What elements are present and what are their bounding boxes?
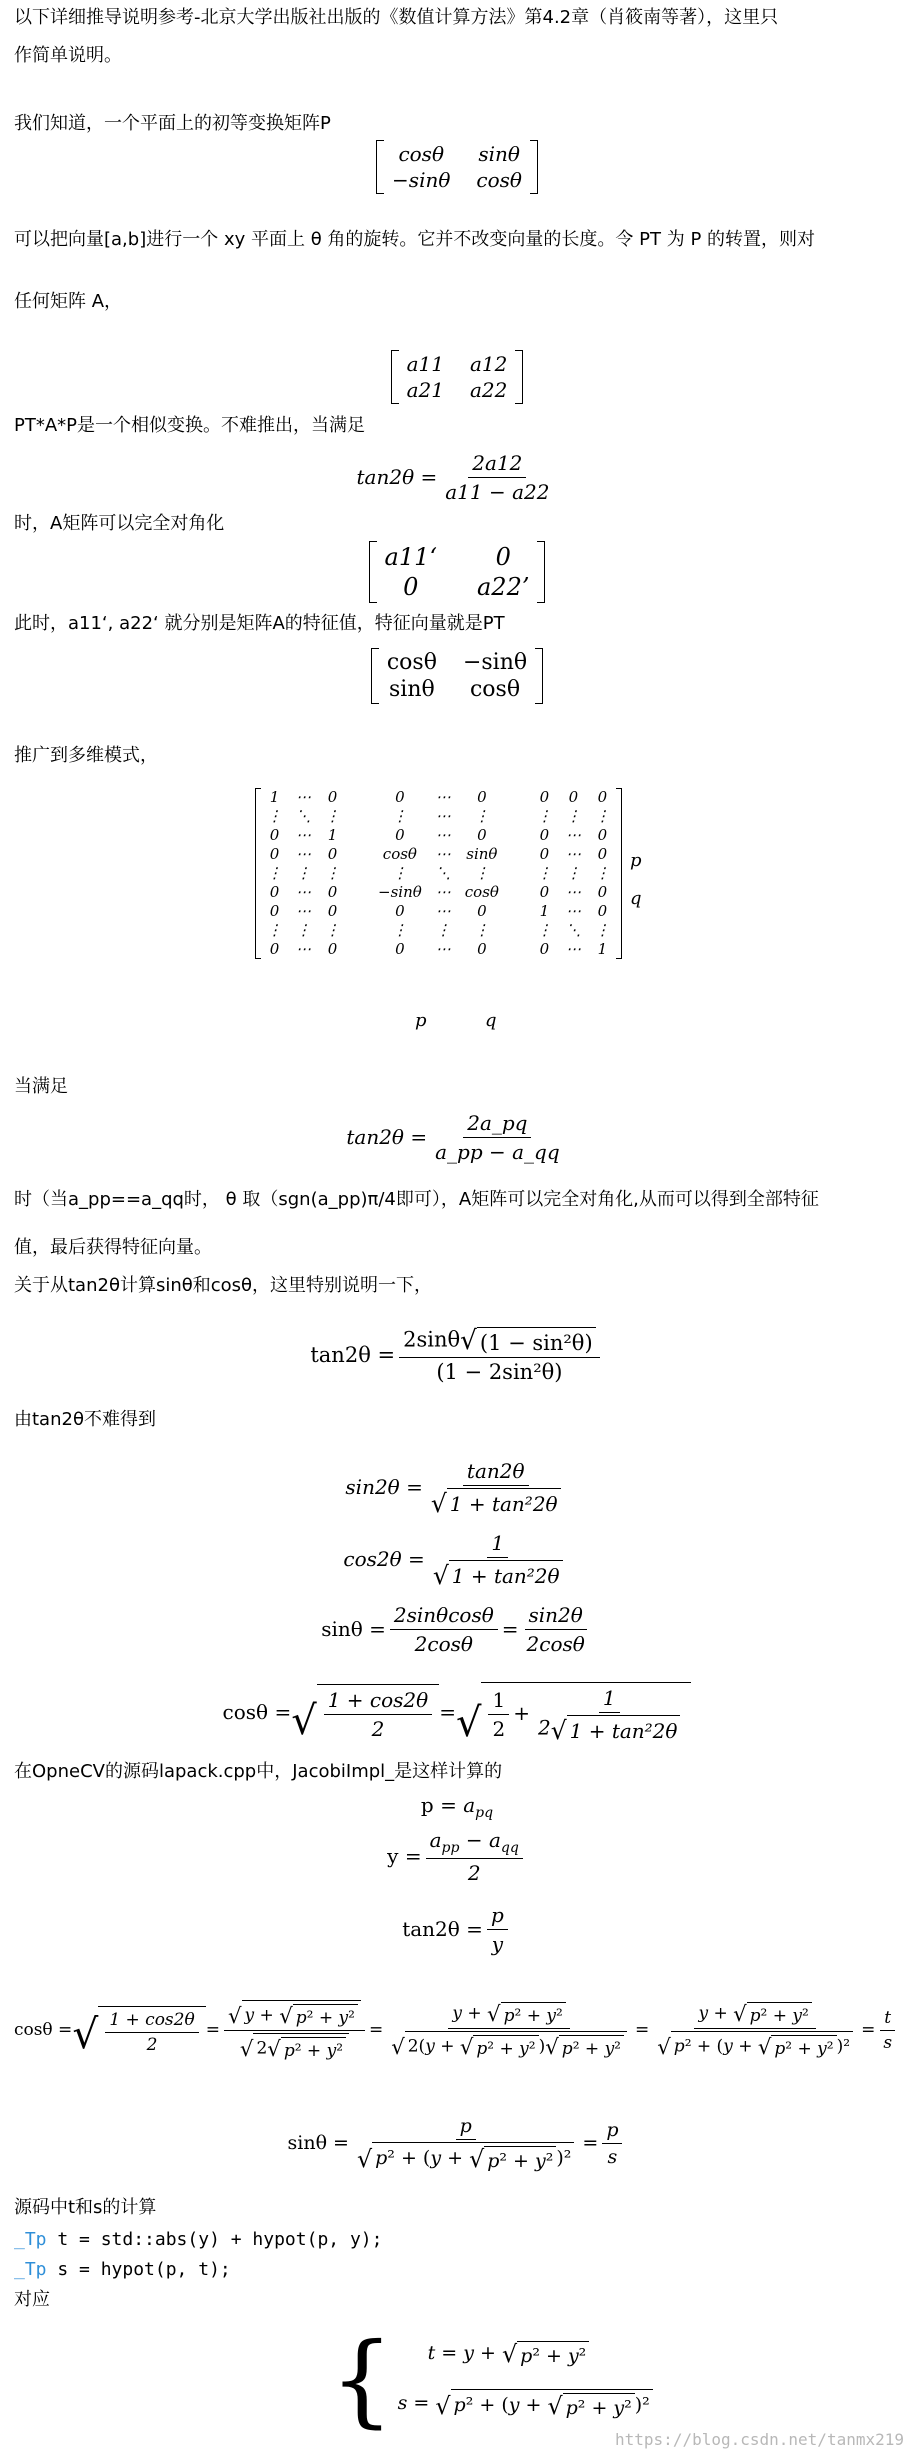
p-row-label: p bbox=[629, 850, 642, 871]
matrix-cell: ⋯ bbox=[296, 826, 311, 844]
satisfy-text: 当满足 bbox=[14, 1076, 68, 1097]
matrix-cell: 0 bbox=[539, 826, 550, 844]
matrix-cell: ⋱ bbox=[435, 864, 451, 882]
matrix-cell: ⋯ bbox=[565, 940, 581, 958]
p-col-label: p bbox=[415, 1010, 427, 1031]
matrix-cell bbox=[513, 845, 523, 864]
tan-py-equation: tan2θ = $\frac{p}{y}$ bbox=[0, 1896, 914, 1962]
code-line-2: _Tp s = hypot(p, t); bbox=[14, 2259, 231, 2280]
matrix-cell: ⋯ bbox=[565, 883, 581, 901]
matrix-cell: sinθ bbox=[466, 845, 498, 863]
matrix-cell: ⋮ bbox=[594, 807, 610, 825]
matrix-cell bbox=[513, 883, 523, 902]
matrix-cell: 0 bbox=[597, 845, 608, 863]
eigvec-matrix: cosθ −sinθ sinθ cosθ bbox=[0, 646, 914, 706]
matrix-cell: 0 bbox=[395, 940, 405, 958]
matrix-cell: ⋮ bbox=[474, 864, 490, 882]
matrix-cell: ⋮ bbox=[267, 864, 282, 882]
matrix-cell: ⋮ bbox=[392, 921, 408, 939]
matrix-cell: 0 bbox=[327, 788, 338, 806]
matrix-cell: ⋮ bbox=[296, 864, 311, 882]
ts-text: 源码中t和s的计算 bbox=[14, 2197, 157, 2218]
matrix-cell: 0 bbox=[269, 940, 280, 958]
multi-text: 推广到多维模式， bbox=[14, 745, 158, 766]
ts-system: { t = y + √ p² + y² s = √ p² + (y + √ p² + y² )² bbox=[330, 2330, 653, 2430]
matrix-cell: 1 bbox=[269, 788, 280, 806]
matrix-cell: 0 bbox=[327, 940, 338, 958]
matrix-cell: ⋮ bbox=[474, 921, 490, 939]
matrix-cell: 1 bbox=[539, 902, 550, 920]
matrix-cell: 0 bbox=[597, 826, 608, 844]
matrix-cell bbox=[513, 921, 523, 940]
matrix-cell: ⋯ bbox=[296, 902, 311, 920]
matrix-cell bbox=[354, 864, 364, 883]
matrix-cell: 0 bbox=[395, 902, 405, 920]
matrix-cell: ⋮ bbox=[594, 864, 610, 882]
sin2-equation: sin2θ = tan2θ √ 1 + tan²2θ bbox=[0, 1452, 914, 1522]
matrix-cell bbox=[354, 788, 364, 807]
q-row-label: q bbox=[629, 888, 642, 909]
matrix-cell: ⋯ bbox=[565, 902, 581, 920]
tan-equation-general: tan2θ = $\frac{2a\_pq}{a\_pp - a\_qq}$ bbox=[346, 1110, 560, 1164]
matrix-cell: 1 bbox=[327, 826, 338, 844]
diag-text: 时，A矩阵可以完全对角化 bbox=[14, 513, 225, 534]
matrix-cell: ⋮ bbox=[267, 807, 282, 825]
matrix-cell bbox=[513, 826, 523, 845]
matrix-cell bbox=[354, 826, 364, 845]
rotate-text-line1: 可以把向量[a,b]进行一个 xy 平面上 θ 角的旋转。它并不改变向量的长度。令 PT 为 P 的转置，则对 bbox=[14, 229, 816, 250]
matrix-cell: ⋮ bbox=[267, 921, 282, 939]
matrix-cell: 0 bbox=[269, 902, 280, 920]
intro-text-line2: 作简单说明。 bbox=[14, 45, 122, 66]
matrix-cell: 0 bbox=[539, 940, 550, 958]
matrix-cell: 0 bbox=[327, 902, 338, 920]
matrix-cell: −sinθ bbox=[378, 883, 422, 901]
matrix-cell: 0 bbox=[597, 883, 608, 901]
code-line-1: _Tp t = std::abs(y) + hypot(p, y); bbox=[14, 2229, 383, 2250]
matrix-cell: 0 bbox=[269, 826, 280, 844]
matrix-cell: 1 bbox=[597, 940, 608, 958]
matrix-cell: 0 bbox=[539, 788, 550, 806]
matrix-cell: ⋯ bbox=[565, 826, 581, 844]
matrix-cell: ⋮ bbox=[565, 807, 581, 825]
matrix-cell bbox=[354, 883, 364, 902]
matrix-cell bbox=[513, 940, 523, 959]
matrix-cell: ⋮ bbox=[594, 921, 610, 939]
matrix-cell: 0 bbox=[477, 826, 487, 844]
matrix-cell: 0 bbox=[597, 788, 608, 806]
similar-text: PT*A*P是一个相似变换。不难推出，当满足 bbox=[14, 415, 366, 436]
matrix-cell: ⋮ bbox=[392, 807, 408, 825]
matrix-cell: ⋮ bbox=[296, 921, 311, 939]
diag-matrix: a11‘ 0 0 a22’ bbox=[0, 540, 914, 604]
tan-equation: tan2θ = $\frac{2a12}{a11 - a22}$ bbox=[356, 450, 550, 504]
cos-long-equation: cosθ = √ $\frac{1 + \cos 2\theta}{2}$ = √ y + √ p² + y² √ 2 √ p² + y² = y + √ p² + y² √ 2(y + √ p² + y² ) √ p² + y² = y + √ p² + y² √ p² + (y + √ p² + y² )² = $\frac{t}{s}$ bbox=[0, 1980, 914, 2080]
matrix-cell: ⋯ bbox=[296, 940, 311, 958]
matrix-cell: cosθ bbox=[382, 845, 417, 863]
matrix-cell: 0 bbox=[539, 883, 550, 901]
matrix-cell bbox=[354, 921, 364, 940]
matrix-cell: ⋯ bbox=[435, 826, 451, 844]
matrix-cell: 0 bbox=[568, 788, 579, 806]
derive-text: 由tan2θ不难得到 bbox=[14, 1409, 156, 1430]
matrix-cell: ⋯ bbox=[435, 940, 451, 958]
matrix-cell: ⋯ bbox=[296, 845, 311, 863]
known-text: 我们知道，一个平面上的初等变换矩阵P bbox=[14, 113, 331, 134]
matrix-cell: ⋯ bbox=[435, 883, 451, 901]
matrix-cell bbox=[354, 940, 364, 959]
matrix-cell: ⋯ bbox=[435, 807, 451, 825]
when-text-line1: 时（当a_pp==a_qq时， θ 取（sgn(a_pp)π/4即可），A矩阵可以完全对角化,从而可以得到全部特征 bbox=[14, 1189, 819, 1210]
matrix-cell: 0 bbox=[269, 883, 280, 901]
cos-equation: cosθ = √ $\frac{1 + \cos 2\theta}{2}$ = √ $\frac{1}{2}$ + 1 2 √ 1 + tan²2θ bbox=[0, 1672, 914, 1752]
matrix-cell: ⋮ bbox=[325, 807, 340, 825]
matrix-cell: ⋮ bbox=[325, 921, 340, 939]
intro-text-line1: 以下详细推导说明参考-北京大学出版社出版的《数值计算方法》第4.2章（肖筱南等著），这里只 bbox=[14, 7, 779, 28]
matrix-cell: ⋯ bbox=[435, 788, 451, 806]
matrix-cell: ⋮ bbox=[536, 864, 552, 882]
matrix-cell: ⋯ bbox=[435, 845, 451, 863]
matrix-cell bbox=[354, 902, 364, 921]
matrix-cell bbox=[354, 845, 364, 864]
matrix-cell: ⋯ bbox=[296, 788, 311, 806]
matrix-cell: ⋮ bbox=[565, 864, 581, 882]
big-rotation-matrix bbox=[255, 788, 646, 959]
matrix-cell: ⋮ bbox=[392, 864, 408, 882]
matrix-cell: ⋮ bbox=[435, 921, 451, 939]
matrix-cell: ⋱ bbox=[565, 921, 581, 939]
matrix-cell: 0 bbox=[395, 826, 405, 844]
q-col-label: q bbox=[485, 1010, 497, 1031]
sin-long-equation: sinθ = p √ p² + (y + √ p² + y² )² = $\frac{p}{s}$ bbox=[0, 2098, 914, 2188]
matrix-cell: 0 bbox=[395, 788, 405, 806]
matrix-cell: 0 bbox=[269, 845, 280, 863]
p-equation: $p = a_{pq}$ bbox=[420, 1793, 494, 1821]
a-matrix: a11 a12 a21 a22 bbox=[0, 350, 914, 404]
corr-text: 对应 bbox=[14, 2289, 50, 2310]
matrix-cell: ⋱ bbox=[296, 807, 311, 825]
matrix-cell: ⋯ bbox=[296, 883, 311, 901]
matrix-cell: 0 bbox=[477, 788, 487, 806]
when-text-line2: 值，最后获得特征向量。 bbox=[14, 1237, 212, 1258]
matrix-cell: 0 bbox=[327, 845, 338, 863]
matrix-cell bbox=[513, 864, 523, 883]
matrix-cell bbox=[354, 807, 364, 826]
matrix-cell: 0 bbox=[539, 845, 550, 863]
tan-sin-equation: tan2θ = 2sinθ √ (1 − sin²θ) (1 − 2sin²θ) bbox=[0, 1322, 914, 1388]
matrix-cell bbox=[513, 788, 523, 807]
about-text: 关于从tan2θ计算sinθ和cosθ，这里特别说明一下， bbox=[14, 1275, 433, 1296]
matrix-cell: ⋮ bbox=[536, 921, 552, 939]
cos2-equation: cos2θ = 1 √ 1 + tan²2θ bbox=[0, 1524, 914, 1594]
eigen-text: 此时，a11‘, a22‘ 就分别是矩阵A的特征值，特征向量就是PT bbox=[14, 613, 505, 634]
rotate-text-line2: 任何矩阵 A， bbox=[14, 291, 123, 312]
matrix-cell: ⋯ bbox=[435, 902, 451, 920]
sin-equation: sinθ = $\frac{2\sin\theta\cos\theta}{2\cos\theta}$ = $\frac{\sin 2\theta}{2\cos\theta}$ bbox=[0, 1594, 914, 1664]
matrix-cell bbox=[513, 807, 523, 826]
opencv-text: 在OpneCV的源码lapack.cpp中，JacobiImpl_是这样计算的 bbox=[14, 1761, 503, 1782]
matrix-cell: ⋮ bbox=[325, 864, 340, 882]
matrix-cell: 0 bbox=[477, 902, 487, 920]
watermark: https://blog.csdn.net/tanmx219 bbox=[615, 2430, 904, 2449]
matrix-cell bbox=[513, 902, 523, 921]
matrix-cell: ⋮ bbox=[536, 807, 552, 825]
matrix-cell: ⋯ bbox=[565, 845, 581, 863]
matrix-cell: 0 bbox=[327, 883, 338, 901]
matrix-cell: 0 bbox=[597, 902, 608, 920]
rotation-matrix: cosθ sinθ −sinθ cosθ bbox=[0, 140, 914, 194]
y-equation: y = $\frac{a_{pp} - a_{qq}}{2}$ bbox=[0, 1826, 914, 1886]
matrix-cell: 0 bbox=[477, 940, 487, 958]
matrix-cell: ⋮ bbox=[474, 807, 490, 825]
matrix-cell: cosθ bbox=[464, 883, 499, 901]
